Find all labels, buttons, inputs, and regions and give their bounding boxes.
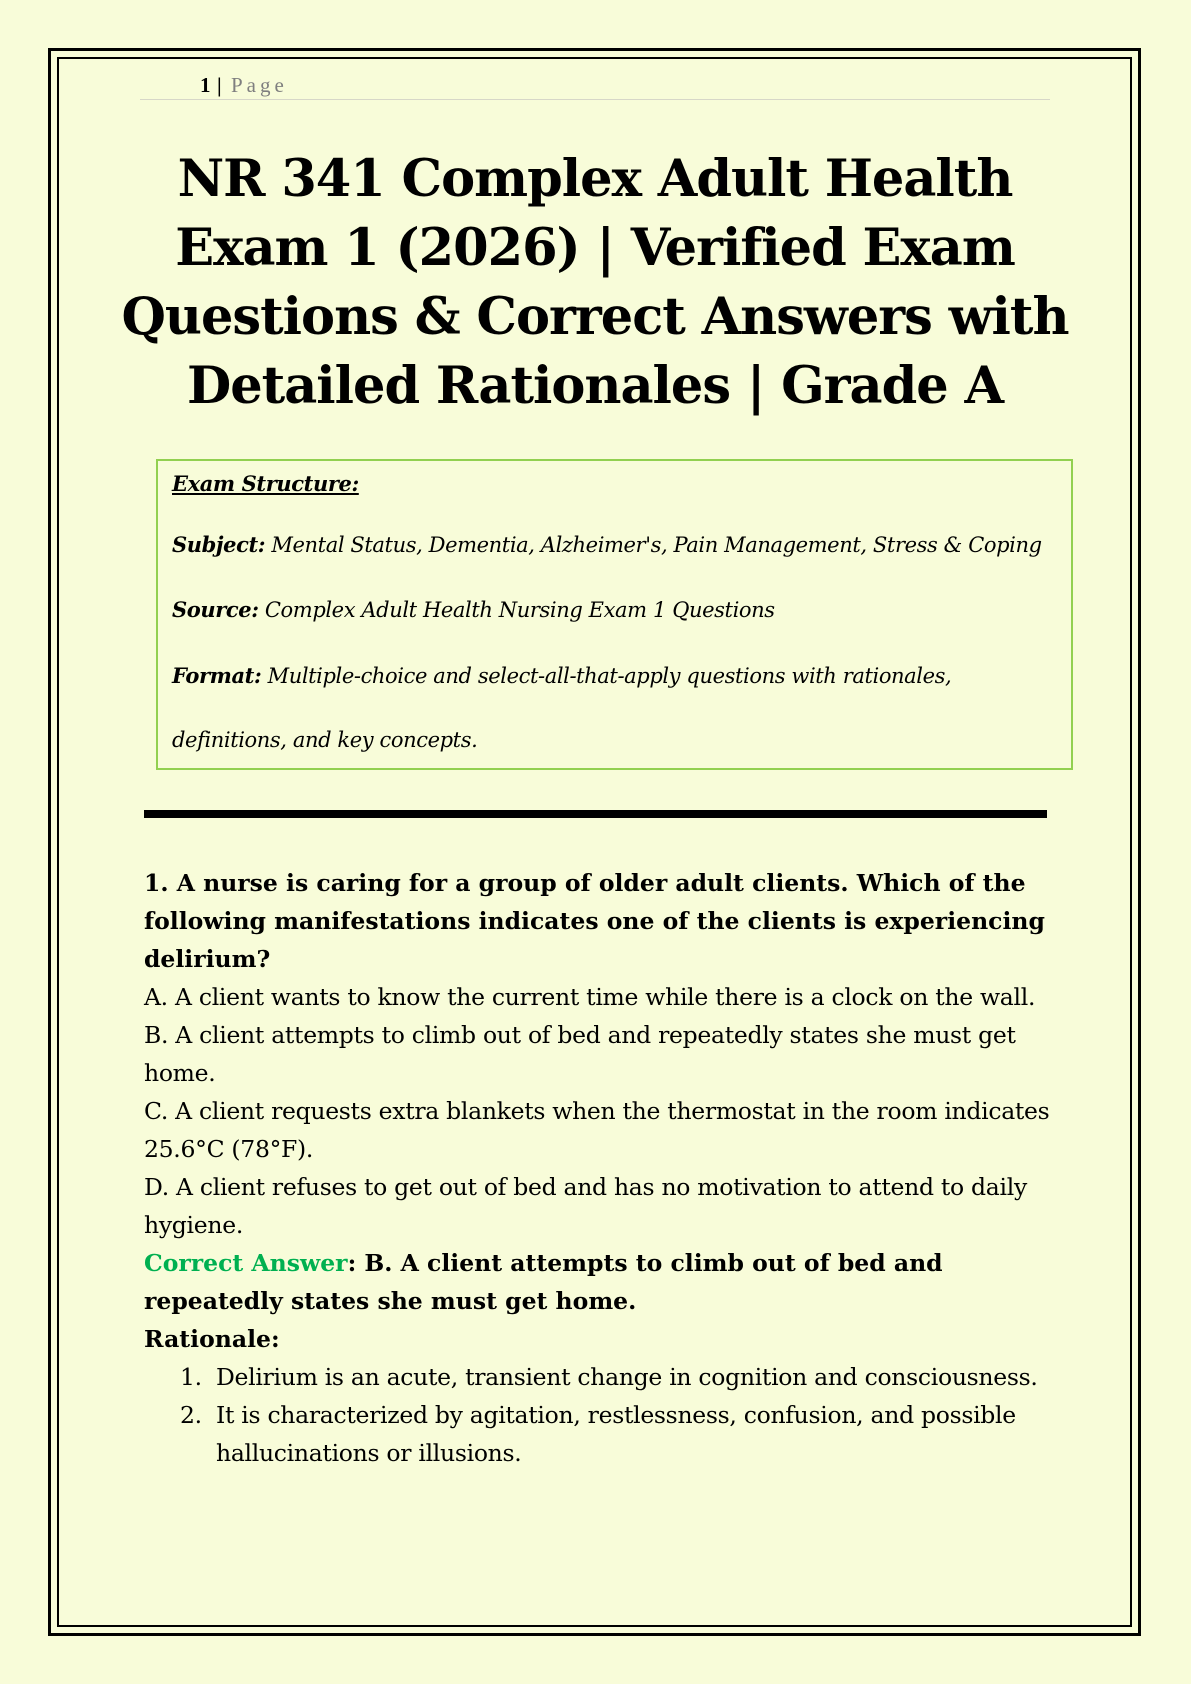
page-separator: | — [217, 73, 222, 97]
document-title: NR 341 Complex Adult Health Exam 1 (2026) | Verified Exam Questions & Correct Answers with Detailed Rationales | Grade A — [121, 149, 1069, 416]
page-word: Page — [231, 73, 288, 97]
rationale-item-text: Delirium is an acute, transient change in cognition and consciousness. — [216, 1363, 1038, 1391]
correct-answer-text: : B. A client attempts to climb out of bed and repeatedly states she must get home. — [144, 1249, 943, 1315]
rationale-item-number: 2. — [180, 1401, 202, 1429]
exam-structure-box — [156, 459, 1073, 770]
subject-label: Subject: — [172, 532, 266, 557]
format-value-continued: definitions, and key concepts. — [172, 728, 478, 752]
format-value: Multiple-choice and select-all-that-apply questions with rationales, — [267, 664, 952, 688]
option-d: D. A client refuses to get out of bed and has no motivation to attend to daily hygiene. — [144, 1173, 1027, 1239]
exam-structure-heading: Exam Structure: — [172, 471, 359, 496]
option-b: B. A client attempts to climb out of bed and repeatedly states she must get home. — [144, 1021, 1016, 1087]
source-line — [172, 597, 775, 622]
correct-answer — [144, 1244, 1079, 1320]
rationale-heading: Rationale: — [144, 1325, 280, 1353]
subject-value: Mental Status, Dementia, Alzheimer's, Pain Management, Stress & Coping — [271, 533, 1042, 557]
format-line — [172, 663, 951, 688]
question-stem: 1. A nurse is caring for a group of older adult clients. Which of the following manifestations indicates one of the clients is experiencing delirium? — [144, 869, 1045, 973]
source-value: Complex Adult Health Nursing Exam 1 Questions — [264, 598, 775, 622]
rationale-item — [144, 1396, 1079, 1472]
subject-line — [172, 532, 1042, 557]
rationale-item-text: It is characterized by agitation, restlessness, confusion, and possible hallucinations or illusions. — [216, 1401, 1016, 1467]
source-label: Source: — [172, 597, 259, 622]
rationale-list — [144, 1358, 1079, 1472]
rationale-item — [144, 1358, 1079, 1396]
option-c: C. A client requests extra blankets when the thermostat in the room indicates 25.6°C (78°F). — [144, 1097, 1050, 1163]
question-1 — [144, 864, 1079, 1472]
option-a: A. A client wants to know the current time while there is a clock on the wall. — [144, 983, 1036, 1011]
section-divider — [144, 810, 1047, 818]
page-header — [140, 70, 1050, 100]
correct-answer-label: Correct Answer — [144, 1249, 348, 1277]
page-number: 1 — [200, 73, 211, 97]
format-label: Format: — [172, 663, 262, 688]
rationale-item-number: 1. — [180, 1363, 202, 1391]
